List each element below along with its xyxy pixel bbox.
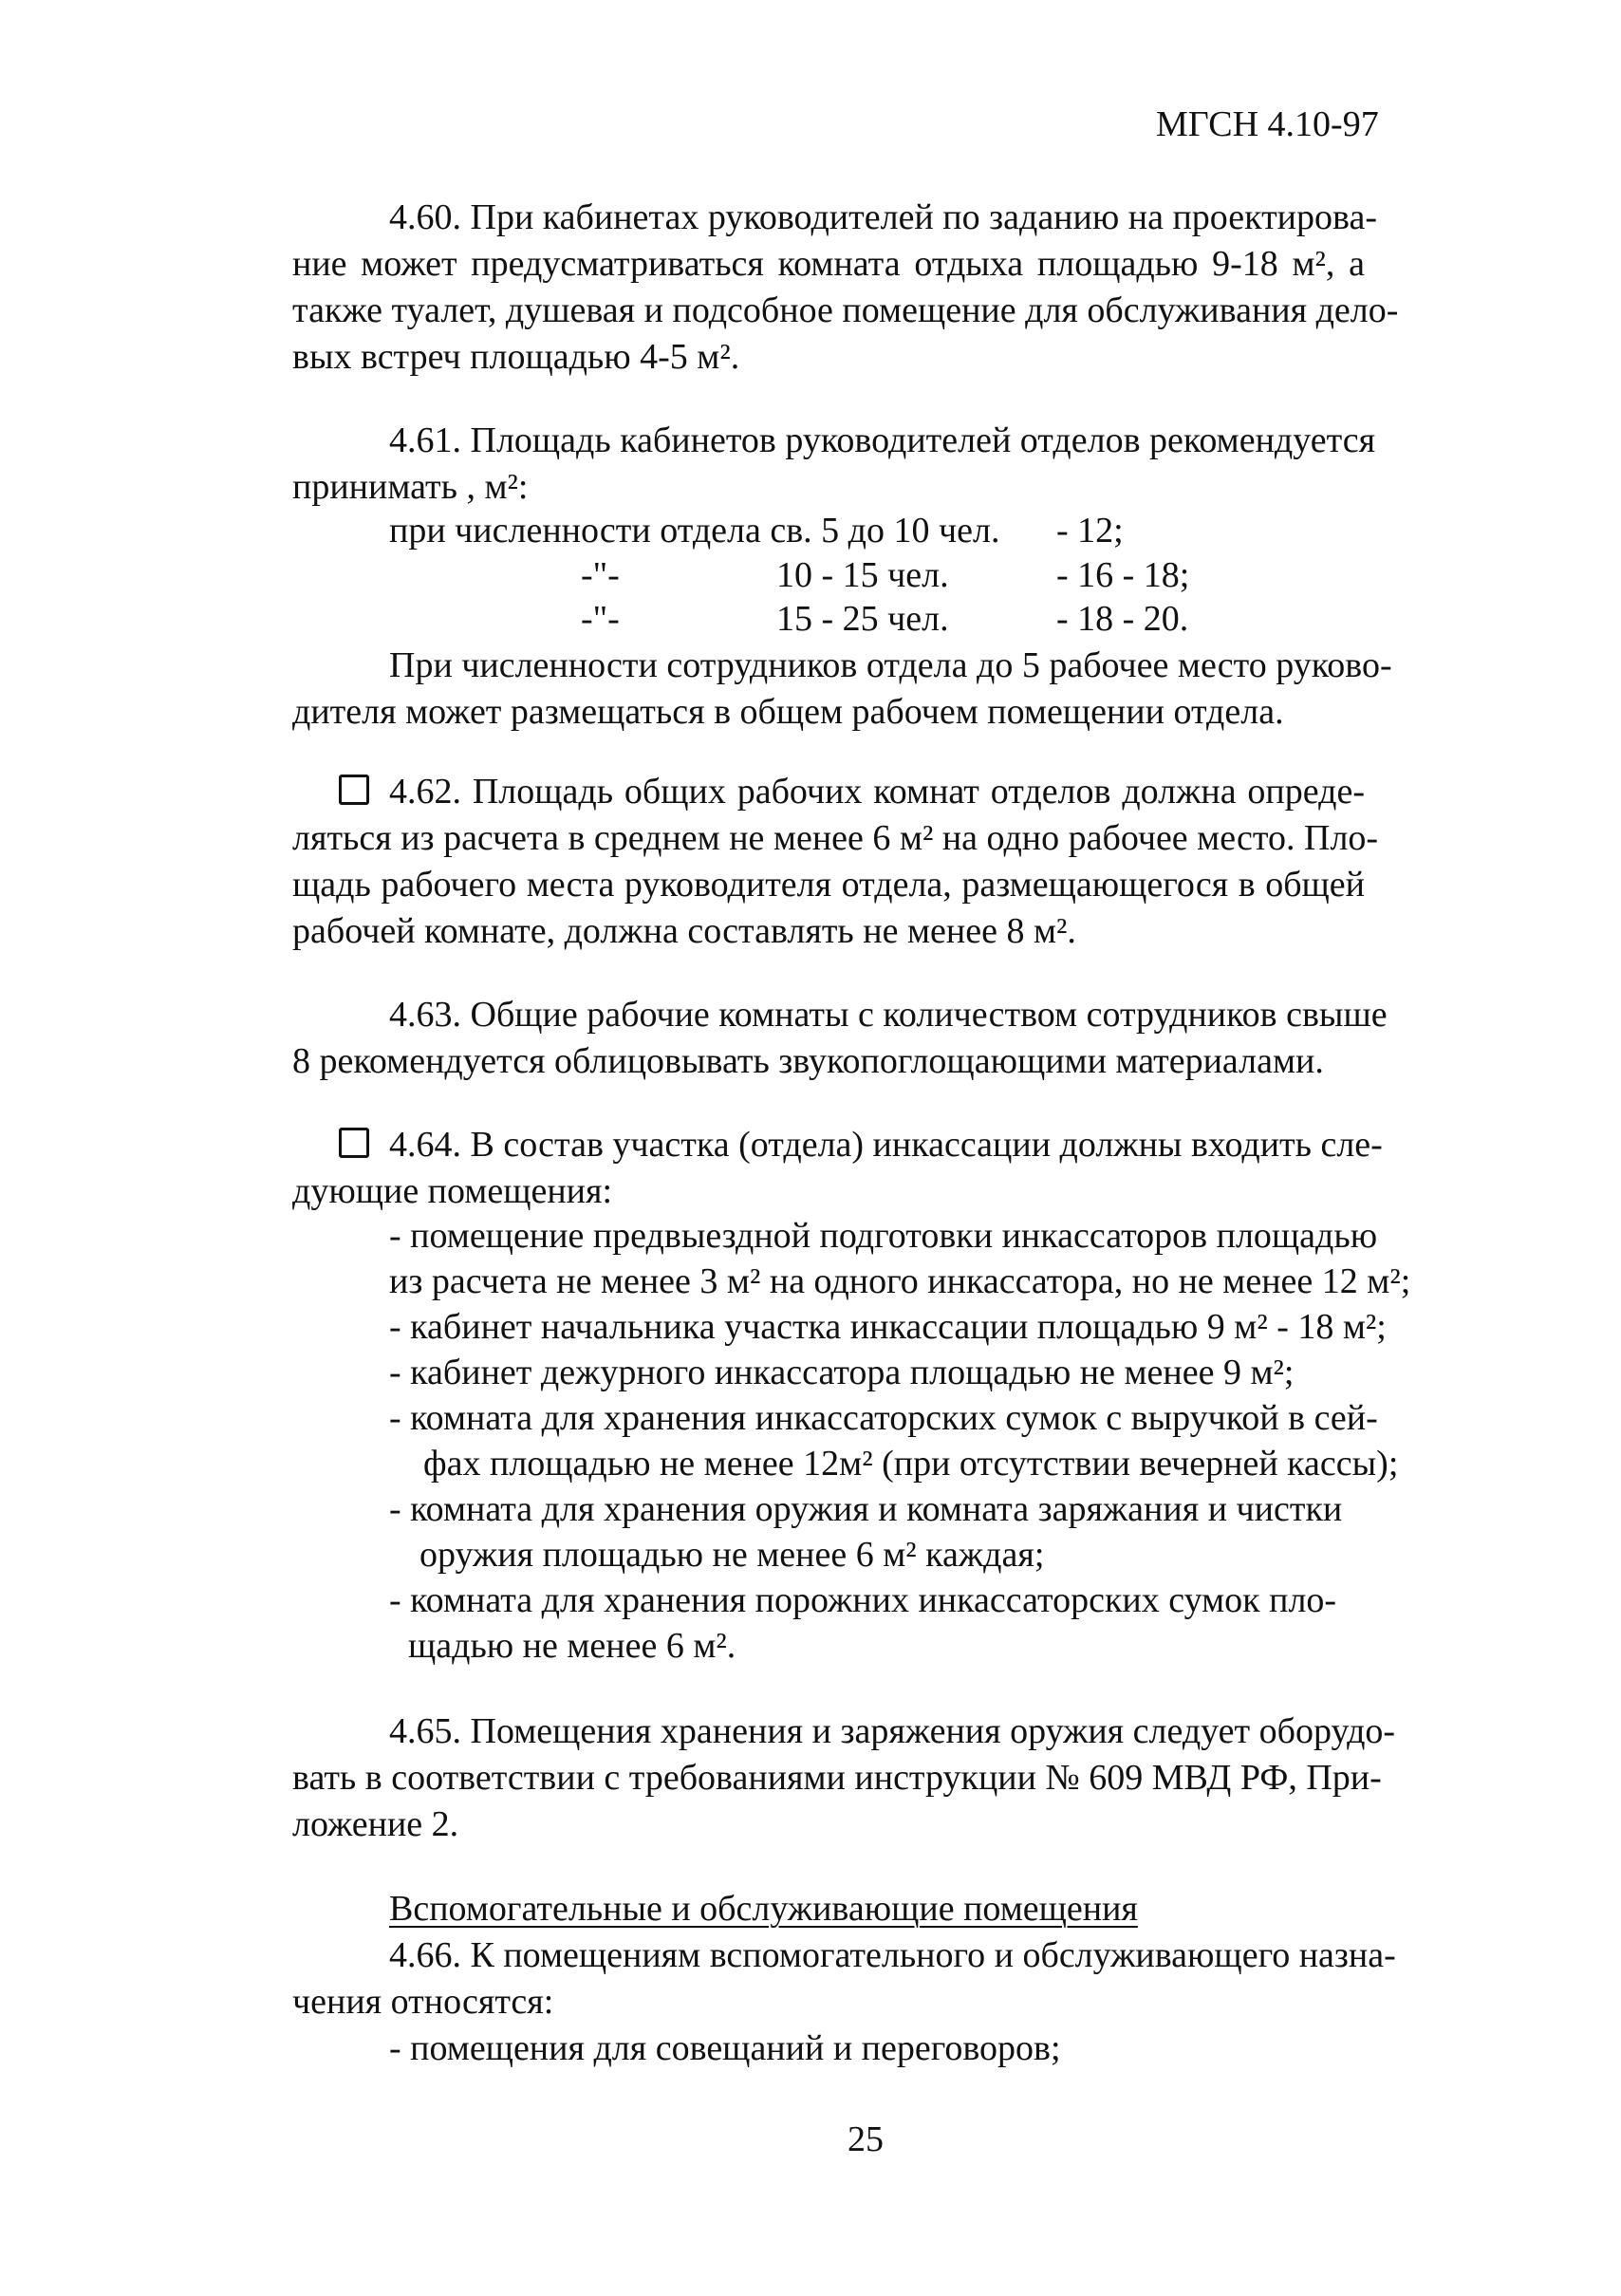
p464-line-2: дующие помещения: [292, 1171, 613, 1211]
p462-checkbox[interactable] [339, 775, 369, 805]
p460-line-1: 4.60. При кабинетах руководителей по заданию на проектирова- [389, 197, 1377, 237]
p461-table-row-3-value: - 18 - 20. [1056, 599, 1189, 639]
p461-table-row-3-range: 15 - 25 чел. [776, 599, 949, 639]
p466-list-item: - помещения для совещаний и переговоров; [389, 2028, 1061, 2068]
section-heading: Вспомогательные и обслуживающие помещения [389, 1889, 1138, 1929]
p464-list-item: фах площадью не менее 12м² (при отсутствии вечерней кассы); [423, 1444, 1399, 1484]
p461-line-1: 4.61. Площадь кабинетов руководителей отделов рекомендуется [389, 420, 1376, 460]
p461-table-row-1-value: - 12; [1056, 511, 1124, 551]
p465-line-1: 4.65. Помещения хранения и заряжения оружия следует оборудо- [389, 1711, 1396, 1751]
p464-list-item: - помещение предвыездной подготовки инкассаторов площадью [389, 1216, 1378, 1256]
p464-list-item: щадью не менее 6 м². [408, 1626, 736, 1666]
p460-line-4: вых встреч площадью 4-5 м². [292, 337, 740, 377]
p465-line-2: вать в соответствии с требованиями инструкции № 609 МВД РФ, При- [292, 1758, 1382, 1798]
p464-list-item: - кабинет дежурного инкассатора площадью не менее 9 м²; [389, 1353, 1295, 1392]
p464-list-item: - кабинет начальника участка инкассации площадью 9 м² - 18 м²; [389, 1307, 1387, 1347]
p460-line-3: также туалет, душевая и подсобное помещение для обслуживания дело- [292, 290, 1399, 330]
p461-table-row-3-ditto: -"- [581, 599, 620, 639]
p463-line-1: 4.63. Общие рабочие комнаты с количеством сотрудников свыше [389, 995, 1388, 1035]
p466-line-1: 4.66. К помещениям вспомогательного и обслуживающего назна- [389, 1935, 1396, 1975]
p461-line-2: принимать , м²: [292, 467, 529, 507]
p461-table-row-2-ditto: -"- [581, 555, 620, 595]
p464-list-item: оружия площадью не менее 6 м² каждая; [419, 1535, 1045, 1575]
p461-table-row-2-value: - 16 - 18; [1056, 555, 1190, 595]
document-code: МГСН 4.10-97 [1156, 104, 1379, 144]
p464-list-item: из расчета не менее 3 м² на одного инкассатора, но не менее 12 м²; [389, 1261, 1411, 1301]
p464-list-item: - комната для хранения оружия и комната заряжания и чистки [389, 1489, 1343, 1529]
p463-line-2: 8 рекомендуется облицовывать звукопоглощающими материалами. [292, 1041, 1324, 1081]
p464-line-1: 4.64. В состав участка (отдела) инкассации должны входить сле- [389, 1125, 1383, 1165]
p464-list-item: - комната для хранения инкассаторских сумок с выручкой в сей- [389, 1398, 1378, 1438]
p464-checkbox[interactable] [339, 1128, 369, 1158]
p464-list-item: - комната для хранения порожних инкассаторских сумок пло- [389, 1580, 1337, 1620]
p462-line-1: 4.62. Площадь общих рабочих комнат отделов должна опреде- [389, 772, 1365, 812]
p465-line-3: ложение 2. [292, 1804, 459, 1844]
p462-line-4: рабочей комнате, должна составлять не менее 8 м². [292, 911, 1076, 951]
p462-line-2: ляться из расчета в среднем не менее 6 м² на одно рабочее место. Пло- [292, 818, 1379, 858]
p462-line-3: щадь рабочего места руководителя отдела, размещающегося в общей [292, 865, 1365, 905]
p460-line-2: ние может предусматриваться комната отдыха площадью 9-18 м², а [292, 244, 1365, 284]
p461-note-line-2: дителя может размещаться в общем рабочем помещении отдела. [292, 692, 1284, 732]
page-number: 25 [848, 2119, 884, 2159]
p461-table-row-2-range: 10 - 15 чел. [776, 555, 949, 595]
p461-note-line-1: При численности сотрудников отдела до 5 рабочее место руково- [389, 645, 1392, 685]
p466-line-2: чения относятся: [292, 1982, 554, 2022]
p461-table-row-1-label: при численности отдела св. 5 до 10 чел. [389, 511, 1000, 551]
